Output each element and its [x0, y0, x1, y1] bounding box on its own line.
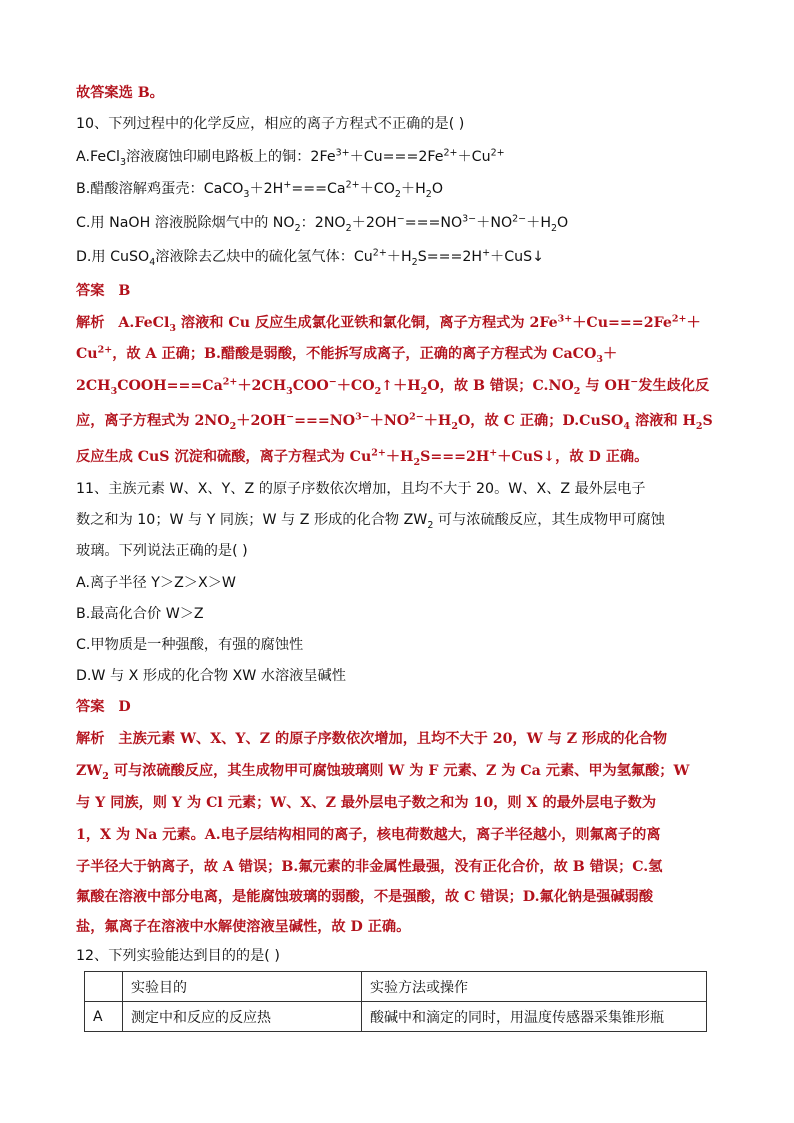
q11-option-d: D.W 与 X 形成的化合物 XW 水溶液呈碱性 [76, 668, 346, 684]
q11-analysis-line-1: 解析 主族元素 W、X、Y、Z 的原子序数依次增加，且均不大于 20，W 与 Z 形成的化合物 [76, 731, 668, 747]
q10-option-a: A.FeCl$_3$溶液腐蚀印刷电路板上的铜：$2Fe^{3+}+Cu===2Fe^{2+}+Cu^{2+}$ [76, 147, 505, 168]
table-header-cell: 实验目的 [123, 972, 362, 1002]
q10-analysis-line-1: 解析 A.FeCl$_3$ 溶液和 Cu 反应生成氯化亚铁和氯化铜，离子方程式为 $2Fe^{3+}+Cu===2Fe^{2+}+$ [76, 313, 701, 334]
q11-stem-line-1: 11、主族元素 W、X、Y、Z 的原子序数依次增加，且均不大于 20。W、X、Z 最外层电子 [76, 481, 646, 497]
q11-analysis-line-3: 与 Y 同族，则 Y 为 Cl 元素；W、X、Z 最外层电子数之和为 10，则 X 的最外层电子数为 [76, 795, 657, 811]
q11-analysis-line-2: $ZW_2$ 可与浓硫酸反应，其生成物甲可腐蚀玻璃则 W 为 F 元素、Z 为 Ca 元素、甲为氢氟酸；W [76, 763, 690, 782]
q11-option-c: C.甲物质是一种强酸，有强的腐蚀性 [76, 637, 304, 653]
q10-analysis-line-4: 应，离子方程式为 $2NO_2+2OH^-===NO^{3-}+NO^{2-}+H_2O$，故 C 正确；D.CuSO$_4$ 溶液和 $H_2S$ [76, 411, 713, 432]
q11-analysis-line-6: 氟酸在溶液中部分电离，是能腐蚀玻璃的弱酸，不是强酸，故 C 错误；D.氟化钠是强碱弱酸 [76, 889, 654, 905]
table-header-row [85, 972, 707, 1002]
table-cell: A [85, 1002, 123, 1032]
table-row [85, 1002, 707, 1032]
q12-stem: 12、下列实验能达到目的的是( ) [76, 948, 280, 964]
q10-answer: 答案 B [76, 283, 131, 299]
q10-option-c: C.用 NaOH 溶液脱除烟气中的 $NO_2$：$2NO_2+2OH^-===NO^{3-}+NO^{2-}+H_2O$ [76, 213, 569, 234]
table-cell: 酸碱中和滴定的同时，用温度传感器采集锥形瓶 [362, 1002, 707, 1032]
q11-analysis-line-7: 盐，氟离子在溶液中水解使溶液呈碱性，故 D 正确。 [76, 919, 411, 935]
q10-option-d: D.用 CuSO$_4$溶液除去乙炔中的硫化氢气体：$Cu^{2+}+H_2S===2H^++CuS↓$ [76, 247, 545, 268]
experiment-table [84, 971, 707, 1032]
q11-analysis-line-5: 子半径大于钠离子，故 A 错误；B.氟元素的非金属性最强，没有正化合价，故 B 错误；C.氢 [76, 859, 663, 875]
table-cell: 测定中和反应的反应热 [123, 1002, 362, 1032]
q11-stem-line-3: 玻璃。下列说法正确的是( ) [76, 543, 248, 559]
q10-analysis-line-2: $Cu^{2+}$，故 A 正确；B.醋酸是弱酸，不能拆写成离子，正确的离子方程式为 CaCO$_3$＋ [76, 344, 618, 365]
q11-stem-line-2: 数之和为 10；W 与 Y 同族；W 与 Z 形成的化合物 $ZW_2$ 可与浓硫酸反应，其生成物甲可腐蚀 [76, 512, 665, 531]
q10-analysis-line-5: 反应生成 CuS 沉淀和硫酸，离子方程式为 $Cu^{2+}+H_2S===2H^++CuS↓$，故 D 正确。 [76, 447, 649, 468]
table-header-cell: 实验方法或操作 [362, 972, 707, 1002]
q10-option-b: B.醋酸溶解鸡蛋壳：$CaCO_3+2H^+===Ca^{2+}+CO_2+H_2O$ [76, 179, 443, 200]
previous-answer-conclusion: 故答案选 B。 [76, 85, 164, 101]
q10-stem: 10、下列过程中的化学反应，相应的离子方程式不正确的是( ) [76, 116, 465, 132]
q11-option-b: B.最高化合价 W＞Z [76, 606, 204, 622]
q11-analysis-line-4: 1，X 为 Na 元素。A.电子层结构相同的离子，核电荷数越大，离子半径越小，则氟离子的离 [76, 827, 661, 843]
q10-analysis-line-3: $2CH_3COOH===Ca^{2+}+2CH_3COO^-+CO_2↑+H_2O$，故 B 错误；$C.NO_2$ 与 OH−发生歧化反 [76, 376, 710, 397]
q11-option-a: A.离子半径 Y＞Z＞X＞W [76, 575, 236, 591]
q11-answer: 答案 D [76, 699, 131, 715]
table-header-cell [85, 972, 123, 1002]
